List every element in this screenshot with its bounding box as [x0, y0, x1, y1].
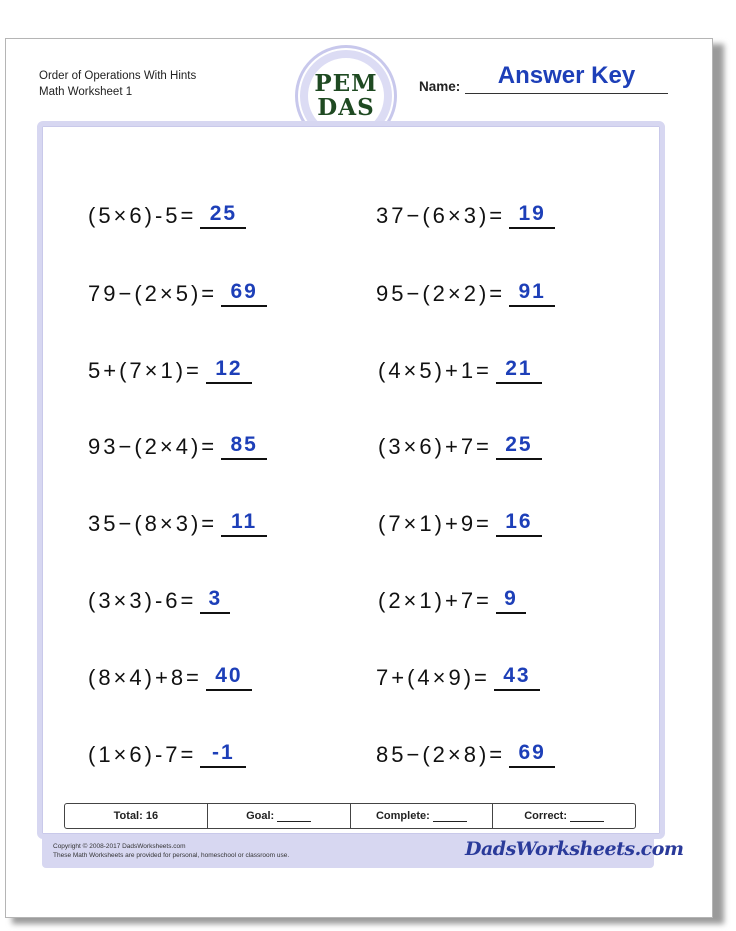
correct-label: Correct:: [524, 810, 568, 822]
problem: [376, 202, 555, 229]
problem-expression: 35−(8×3)=: [88, 511, 218, 536]
problem-answer[interactable]: 12: [206, 357, 252, 384]
problem: [88, 357, 252, 384]
problem-expression: 37−(6×3)=: [376, 203, 506, 228]
problem-answer[interactable]: -1: [200, 741, 246, 768]
complete-cell[interactable]: [351, 804, 494, 828]
score-bar: [64, 803, 636, 829]
problem: [376, 741, 555, 768]
footer-copyright: [53, 842, 289, 860]
problem: [88, 433, 267, 460]
problem-answer[interactable]: 25: [200, 202, 246, 229]
problem-answer[interactable]: 19: [509, 202, 555, 229]
name-field[interactable]: Answer Key: [497, 62, 636, 89]
problem-answer[interactable]: 3: [200, 587, 230, 614]
problem-expression: (4×5)+1=: [378, 358, 492, 383]
problem-expression: 85−(2×8)=: [376, 742, 506, 767]
logo-line-2: DAS: [317, 94, 375, 121]
problem-expression: (3×3)-6=: [88, 588, 197, 613]
total-label: Total: 16: [113, 810, 159, 822]
worksheet-header: [39, 68, 196, 100]
problem-answer[interactable]: 21: [496, 357, 542, 384]
problem-expression: (3×6)+7=: [378, 434, 492, 459]
problem-expression: 95−(2×2)=: [376, 281, 506, 306]
problem-answer[interactable]: 16: [496, 510, 542, 537]
problem-expression: (2×1)+7=: [378, 588, 492, 613]
goal-label: Goal:: [246, 810, 275, 822]
problem: [88, 664, 252, 691]
problem-expression: (1×6)-7=: [88, 742, 197, 767]
problem-expression: (7×1)+9=: [378, 511, 492, 536]
problem-answer[interactable]: 69: [509, 741, 555, 768]
problem: [376, 664, 540, 691]
problem: [88, 202, 246, 229]
problem-answer[interactable]: 91: [509, 280, 555, 307]
worksheet-subtitle: Math Worksheet 1: [39, 86, 133, 98]
problem: [88, 510, 267, 537]
problem-answer[interactable]: 25: [496, 433, 542, 460]
problem-answer[interactable]: 85: [221, 433, 267, 460]
problem-answer[interactable]: 40: [206, 664, 252, 691]
problem: [88, 741, 246, 768]
worksheet-title: Order of Operations With Hints: [39, 70, 197, 82]
problem-expression: (5×6)-5=: [88, 203, 197, 228]
problem-expression: 7+(4×9)=: [376, 665, 490, 690]
problem: [376, 280, 555, 307]
total-cell: [65, 804, 208, 828]
problem: [88, 587, 230, 614]
goal-blank[interactable]: [277, 811, 311, 822]
problem: [88, 280, 267, 307]
problem: [378, 587, 526, 614]
problem: [378, 357, 542, 384]
problem-expression: (8×4)+8=: [88, 665, 202, 690]
name-label: Name:: [419, 79, 461, 94]
problem-expression: 93−(2×4)=: [88, 434, 218, 459]
name-line: [465, 93, 668, 94]
logo-line-1: PEM: [314, 70, 378, 97]
goal-cell[interactable]: [208, 804, 351, 828]
usage-notice: These Math Worksheets are provided for personal, homeschool or classroom use.: [53, 852, 290, 859]
problem-answer[interactable]: 11: [221, 510, 267, 537]
copyright-text: Copyright © 2008-2017 DadsWorksheets.com: [53, 843, 186, 850]
problem-expression: 5+(7×1)=: [88, 358, 202, 383]
problem-answer[interactable]: 69: [221, 280, 267, 307]
complete-label: Complete:: [375, 810, 430, 822]
problem: [378, 433, 542, 460]
complete-blank[interactable]: [433, 811, 467, 822]
problem-expression: 79−(2×5)=: [88, 281, 218, 306]
problem-answer[interactable]: 43: [494, 664, 540, 691]
correct-cell[interactable]: [493, 804, 635, 828]
problem-answer[interactable]: 9: [496, 587, 526, 614]
problem: [378, 510, 542, 537]
correct-blank[interactable]: [570, 811, 604, 822]
brand-logo: DadsWorksheets.com: [465, 838, 684, 860]
